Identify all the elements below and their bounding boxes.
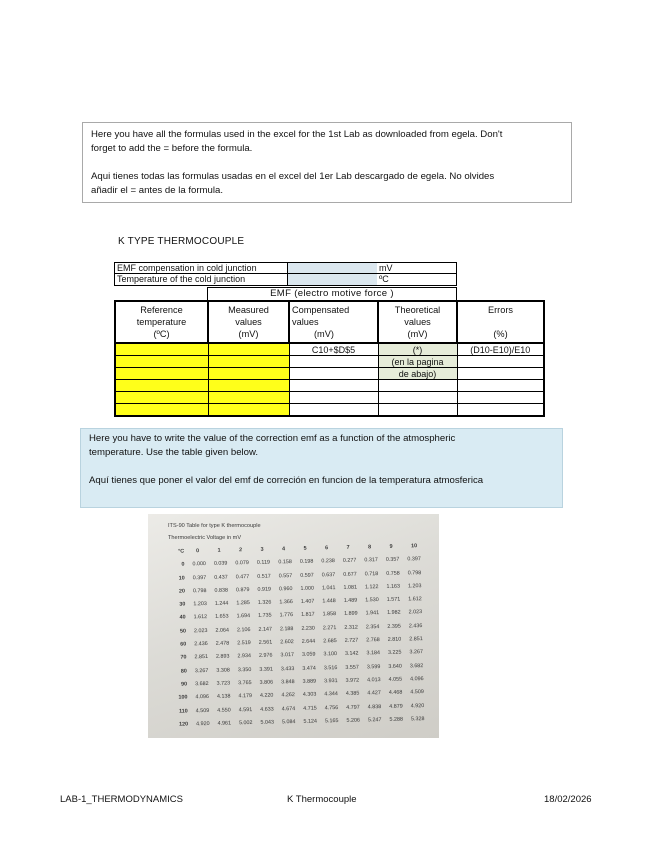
header-reference-temperature: Reference temperature (ºC): [115, 301, 208, 343]
photo-voltage-value: 1.244: [214, 600, 229, 608]
photo-voltage-value: 2.644: [301, 638, 316, 645]
photo-voltage-value: 4.920: [195, 720, 210, 728]
photo-voltage-value: 2.851: [194, 654, 209, 661]
photo-voltage-value: 2.064: [215, 627, 229, 634]
its90-table-photo: [148, 514, 439, 738]
photo-voltage-value: 2.147: [258, 626, 272, 633]
photo-voltage-value: 4.633: [260, 706, 274, 713]
photo-voltage-value: 4.096: [410, 676, 424, 683]
photo-voltage-value: 2.106: [236, 626, 251, 634]
note-text: temperature. Use the table given below.: [89, 447, 259, 458]
photo-voltage-value: 0.039: [213, 560, 228, 568]
error-cell[interactable]: [457, 404, 544, 417]
photo-temperature-label: 80: [180, 668, 187, 675]
photo-column-header: 8: [368, 544, 372, 551]
photo-voltage-value: 1.941: [365, 610, 380, 617]
photo-voltage-value: 1.982: [387, 610, 401, 617]
photo-temperature-label: 40: [179, 614, 186, 622]
photo-voltage-value: 5.247: [367, 716, 382, 724]
photo-voltage-value: 1.817: [301, 612, 315, 619]
photo-voltage-value: 3.848: [281, 678, 295, 686]
photo-voltage-value: 0.960: [278, 585, 293, 593]
photo-voltage-value: 4.262: [281, 692, 295, 699]
photo-temperature-label: 0: [181, 561, 185, 568]
photo-voltage-value: 4.920: [410, 702, 425, 709]
cold-junction-table: [114, 262, 457, 286]
photo-column-header: 4: [282, 546, 286, 553]
photo-voltage-value: 1.776: [279, 612, 294, 619]
photo-voltage-value: 2.312: [344, 624, 358, 631]
photo-voltage-value: 4.427: [367, 690, 381, 697]
photo-voltage-value: 4.674: [281, 705, 296, 712]
photo-voltage-value: 1.081: [343, 584, 358, 591]
photo-voltage-value: 3.350: [237, 666, 252, 673]
photo-voltage-value: 1.203: [407, 583, 422, 590]
photo-voltage-value: 3.516: [323, 664, 338, 672]
photo-voltage-value: 0.397: [192, 574, 207, 581]
photo-voltage-value: 0.277: [342, 557, 357, 565]
photo-voltage-value: 2.271: [322, 624, 337, 632]
table-row: [115, 404, 544, 417]
photo-voltage-value: 2.436: [408, 622, 423, 630]
photo-voltage-value: 2.561: [258, 639, 273, 646]
photo-voltage-value: 1.000: [300, 585, 315, 592]
footer-left: LAB-1_THERMODYNAMICS: [60, 794, 183, 805]
photo-voltage-value: 1.285: [236, 600, 250, 607]
photo-voltage-value: 4.179: [238, 693, 253, 700]
photo-voltage-value: 3.391: [259, 666, 273, 673]
cold-junction-temp-row: [114, 274, 457, 286]
theoretical-value-cell[interactable]: (en la pagina: [378, 356, 457, 368]
theoretical-value-cell[interactable]: [378, 404, 457, 417]
photo-voltage-value: 1.366: [279, 599, 293, 606]
emf-compensation-unit: mV: [379, 263, 393, 273]
table-row: [115, 368, 544, 380]
photo-voltage-value: 3.557: [345, 664, 359, 671]
photo-voltage-value: 3.599: [366, 663, 381, 671]
measured-value-cell[interactable]: [208, 356, 289, 368]
photo-voltage-value: 2.934: [237, 653, 252, 660]
photo-voltage-value: 0.677: [343, 571, 357, 578]
photo-temperature-label: 10: [178, 575, 185, 582]
photo-voltage-value: 3.682: [409, 662, 424, 670]
photo-voltage-value: 4.591: [238, 706, 253, 713]
photo-voltage-value: 4.550: [217, 707, 231, 714]
photo-voltage-value: 4.756: [324, 704, 339, 711]
photo-voltage-value: 0.879: [235, 586, 250, 594]
error-cell[interactable]: [457, 356, 544, 368]
photo-voltage-value: 4.509: [195, 707, 210, 714]
photo-voltage-value: 3.267: [409, 649, 424, 656]
photo-voltage-value: 1.163: [386, 583, 401, 590]
photo-voltage-value: 4.797: [346, 704, 360, 711]
note-text: Here you have to write the value of the correction emf as a function of the atmospheric: [89, 433, 456, 444]
measured-value-cell[interactable]: [208, 343, 289, 356]
photo-voltage-value: 1.326: [257, 599, 272, 607]
photo-voltage-value: 2.478: [215, 640, 230, 647]
photo-voltage-value: 1.041: [321, 584, 336, 592]
photo-voltage-value: 4.838: [367, 703, 382, 710]
footer-center: K Thermocouple: [287, 794, 357, 805]
photo-voltage-value: 3.972: [345, 677, 360, 684]
footer-right: 18/02/2026: [544, 794, 592, 805]
photo-voltage-value: 4.138: [216, 693, 231, 701]
compensated-value-cell[interactable]: [289, 380, 378, 392]
table-row: [115, 392, 544, 404]
photo-voltage-value: 0.718: [364, 570, 379, 578]
compensated-value-cell[interactable]: C10+$D$5: [289, 343, 378, 356]
photo-unit-label: °C: [178, 548, 185, 555]
photo-voltage-value: 3.225: [387, 649, 402, 657]
photo-voltage-value: 2.023: [193, 627, 208, 635]
photo-column-header: 6: [325, 545, 329, 552]
reference-temp-cell[interactable]: [115, 356, 208, 368]
photo-voltage-value: 4.055: [388, 676, 403, 683]
emf-group-header: EMF (electro motive force ): [207, 287, 457, 301]
theoretical-value-cell[interactable]: de abajo): [378, 368, 457, 380]
photo-voltage-grid: [162, 540, 433, 732]
photo-voltage-value: 5.043: [260, 719, 275, 726]
photo-voltage-value: 5.288: [389, 716, 404, 723]
photo-voltage-value: 1.203: [193, 601, 207, 608]
note-text: Aquí tienes que poner el valor del emf de correción en funcion de la temperatura atmosferica: [89, 475, 484, 486]
photo-voltage-value: 3.640: [388, 663, 402, 670]
note-text: forget to add the = before the formula.: [91, 143, 253, 154]
photo-temperature-label: 90: [181, 681, 188, 688]
photo-voltage-value: 4.468: [388, 689, 403, 697]
photo-voltage-value: 2.851: [409, 636, 423, 643]
theoretical-value-cell[interactable]: (*): [378, 343, 457, 356]
photo-column-header: 10: [411, 543, 418, 550]
photo-title: ITS-90 Table for type K thermocouple: [168, 523, 261, 529]
photo-voltage-value: 0.198: [299, 558, 314, 566]
photo-voltage-value: 3.765: [238, 679, 252, 687]
reference-temp-cell[interactable]: [115, 380, 208, 392]
photo-voltage-value: 1.612: [193, 614, 208, 621]
photo-voltage-value: 0.557: [278, 572, 293, 579]
photo-voltage-value: 2.519: [237, 640, 251, 647]
photo-voltage-value: 2.023: [408, 609, 423, 616]
photo-temperature-label: 20: [178, 588, 186, 595]
photo-voltage-value: 1.694: [236, 613, 251, 620]
photo-voltage-value: 1.858: [322, 611, 337, 618]
photo-voltage-value: 1.489: [343, 597, 358, 605]
theoretical-value-cell[interactable]: [378, 392, 457, 404]
cold-junction-temp-unit: ºC: [379, 274, 389, 284]
photo-voltage-value: 0.397: [407, 556, 421, 563]
photo-column-header: 1: [217, 547, 221, 554]
photo-voltage-value: 1.448: [322, 598, 336, 605]
compensated-value-cell[interactable]: [289, 392, 378, 404]
photo-voltage-value: 2.810: [387, 636, 402, 643]
cold-junction-temp-input[interactable]: [288, 274, 377, 285]
photo-voltage-value: 0.437: [214, 574, 228, 581]
photo-voltage-value: 2.602: [280, 639, 294, 646]
reference-temp-cell[interactable]: [115, 368, 208, 380]
table-row: [115, 380, 544, 392]
photo-voltage-value: 0.798: [407, 569, 422, 577]
photo-voltage-value: 5.124: [303, 718, 318, 725]
table-row: [115, 356, 544, 368]
reference-temp-cell[interactable]: [115, 392, 208, 404]
note-text: Here you have all the formulas used in the excel for the 1st Lab as downloaded from egela. Don't: [91, 129, 503, 140]
photo-voltage-value: 0.517: [257, 573, 271, 580]
photo-temperature-label: 60: [180, 641, 187, 648]
emf-compensation-label: EMF compensation in cold junction: [115, 263, 288, 273]
measured-value-cell[interactable]: [208, 404, 289, 417]
photo-voltage-value: 0.477: [235, 573, 250, 580]
cold-junction-temp-label: Temperature of the cold junction: [115, 274, 288, 285]
photo-voltage-value: 4.879: [389, 703, 403, 710]
formulas-note: [82, 122, 572, 203]
photo-voltage-value: 1.899: [344, 611, 358, 618]
photo-voltage-value: 2.354: [365, 623, 380, 631]
photo-voltage-value: 4.385: [345, 690, 360, 698]
photo-voltage-value: 0.919: [257, 586, 272, 593]
photo-voltage-value: 3.806: [259, 679, 274, 686]
photo-voltage-value: 4.096: [195, 694, 210, 701]
photo-voltage-value: 3.184: [366, 650, 381, 657]
photo-voltage-value: 2.685: [323, 638, 337, 645]
error-cell[interactable]: (D10-E10)/E10: [457, 343, 544, 356]
header-measured-values: Measured values (mV): [208, 301, 289, 343]
compensated-value-cell[interactable]: [289, 404, 378, 417]
photo-column-header: 2: [239, 547, 243, 554]
photo-voltage-value: 0.317: [364, 557, 378, 564]
photo-voltage-value: 0.357: [385, 556, 400, 564]
header-errors: Errors (%): [457, 301, 544, 343]
photo-voltage-value: 0.758: [386, 570, 400, 577]
photo-voltage-value: 4.961: [217, 720, 232, 727]
photo-column-header: 0: [196, 548, 200, 555]
photo-voltage-value: 3.723: [216, 680, 231, 687]
emf-compensation-input[interactable]: [288, 263, 377, 273]
photo-subtitle: Thermoelectric Voltage in mV: [168, 535, 242, 541]
photo-voltage-value: 4.220: [259, 692, 274, 700]
measured-value-cell[interactable]: [208, 368, 289, 380]
note-text: añadir el = antes de la formula.: [91, 185, 223, 196]
photo-voltage-value: 3.889: [302, 678, 317, 685]
correction-emf-note: [80, 428, 563, 508]
photo-voltage-value: 5.084: [281, 718, 296, 726]
photo-voltage-value: 0.798: [192, 587, 207, 595]
photo-voltage-value: 1.530: [365, 597, 379, 604]
photo-voltage-value: 3.017: [280, 652, 295, 659]
photo-voltage-value: 5.002: [238, 719, 253, 727]
photo-voltage-value: 3.308: [216, 667, 230, 674]
thermocouple-data-table: [114, 300, 545, 417]
photo-voltage-value: 2.893: [215, 653, 230, 661]
photo-voltage-value: 1.612: [408, 596, 422, 603]
measured-value-cell[interactable]: [208, 380, 289, 392]
photo-voltage-value: 2.395: [387, 623, 401, 630]
photo-column-header: 9: [389, 543, 393, 550]
header-theoretical-values: Theoretical values (mV): [378, 301, 457, 343]
photo-voltage-value: 2.727: [344, 637, 359, 644]
photo-column-header: 7: [346, 544, 350, 551]
photo-column-header: 3: [260, 546, 264, 553]
photo-voltage-value: 5.206: [346, 717, 361, 724]
photo-voltage-value: 0.637: [321, 571, 336, 578]
photo-voltage-value: 4.509: [410, 689, 424, 696]
photo-voltage-value: 3.059: [301, 651, 316, 659]
photo-voltage-value: 4.344: [324, 691, 338, 698]
header-compensated-values: Compensated values (mV): [289, 301, 378, 343]
error-cell[interactable]: [457, 380, 544, 392]
photo-voltage-value: 4.013: [367, 677, 381, 684]
photo-voltage-value: 0.000: [192, 561, 206, 568]
photo-voltage-value: 1.653: [215, 613, 229, 621]
photo-temperature-label: 120: [178, 721, 189, 728]
photo-voltage-value: 0.238: [321, 558, 335, 565]
photo-voltage-value: 2.436: [194, 641, 208, 648]
photo-voltage-value: 1.571: [386, 596, 401, 604]
photo-voltage-value: 1.407: [300, 598, 315, 606]
photo-voltage-value: 0.597: [300, 572, 314, 579]
photo-column-header: 5: [303, 545, 307, 552]
photo-voltage-value: 3.433: [280, 665, 295, 673]
photo-voltage-value: 2.976: [258, 652, 273, 660]
photo-voltage-value: 3.931: [324, 678, 338, 685]
note-text: Aqui tienes todas las formulas usadas en el excel del 1er Lab descargado de egela. No olvides: [91, 171, 495, 182]
photo-voltage-value: 3.142: [344, 650, 359, 658]
photo-voltage-value: 0.079: [235, 560, 249, 567]
section-title: K TYPE THERMOCOUPLE: [118, 236, 245, 247]
photo-temperature-label: 100: [178, 694, 188, 701]
photo-voltage-value: 3.100: [323, 651, 338, 658]
photo-voltage-value: 3.267: [194, 667, 209, 674]
photo-voltage-value: 1.735: [258, 613, 272, 620]
photo-voltage-value: 0.838: [214, 587, 229, 594]
photo-voltage-value: 3.682: [195, 680, 209, 688]
error-cell[interactable]: [457, 368, 544, 380]
photo-voltage-value: 5.165: [324, 717, 339, 725]
photo-voltage-value: 5.328: [410, 715, 425, 723]
photo-voltage-value: 3.474: [302, 665, 316, 672]
photo-temperature-label: 110: [178, 708, 188, 715]
photo-voltage-value: 0.119: [256, 559, 271, 567]
photo-voltage-value: 2.230: [301, 625, 315, 632]
theoretical-value-cell[interactable]: [378, 380, 457, 392]
emf-compensation-row: [114, 262, 457, 274]
photo-voltage-value: 2.768: [366, 637, 380, 644]
photo-voltage-value: 4.715: [303, 705, 317, 712]
table-row: [115, 343, 544, 356]
reference-temp-cell[interactable]: [115, 404, 208, 417]
photo-voltage-value: 2.188: [279, 625, 294, 633]
compensated-value-cell[interactable]: [289, 368, 378, 380]
compensated-value-cell[interactable]: [289, 356, 378, 368]
photo-temperature-label: 30: [179, 601, 186, 608]
error-cell[interactable]: [457, 392, 544, 404]
photo-temperature-label: 70: [180, 654, 187, 661]
photo-temperature-label: 50: [179, 628, 187, 635]
photo-voltage-value: 4.303: [302, 691, 317, 699]
photo-voltage-value: 0.158: [278, 559, 292, 566]
photo-voltage-value: 1.122: [364, 583, 379, 591]
measured-value-cell[interactable]: [208, 392, 289, 404]
reference-temp-cell[interactable]: [115, 343, 208, 356]
